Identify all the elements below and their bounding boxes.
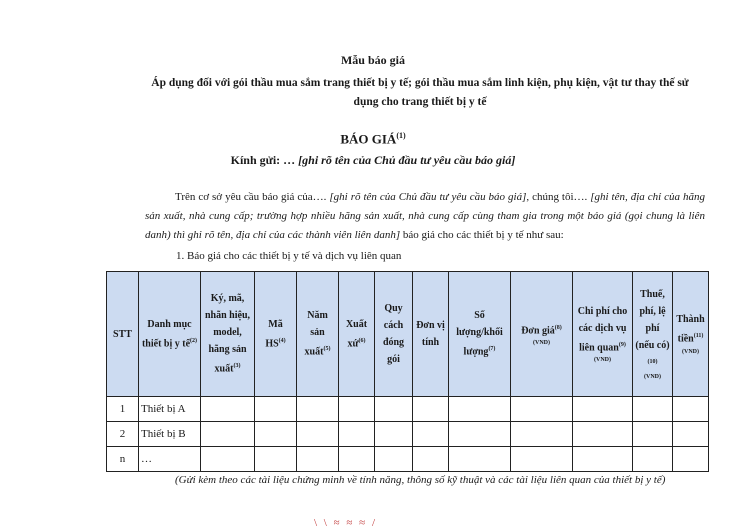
header-hs: Mã HS$^{(4)}$ — [255, 272, 297, 397]
header-origin: Xuất xứ$^{(6)}$ — [339, 272, 375, 397]
intro-italic-1: [ghi rõ tên của Chủ đầu tư yêu cầu báo giá] — [329, 191, 527, 203]
intro-italic-2: [ghi tên, địa chỉ của hãng sản xuất, nhà cung cấp; trường hợp nhiều hãng sản xuất, nhà cung cấp cùng tham gia trong một báo giá (gọi chung là liên danh) thì ghi rõ tên, địa chỉ của các thành viên liên danh] — [145, 191, 705, 241]
table-row — [107, 397, 709, 422]
row-stt: n — [107, 447, 139, 472]
row-item: Thiết bị B — [139, 422, 201, 447]
header-year: Năm sản xuất$^{(5)}$ — [297, 272, 339, 397]
header-total: Thành tiền$^{(11)}$ (VND) — [673, 272, 709, 397]
intro-text-1: Trên cơ sở yêu cầu báo giá của…. — [175, 191, 330, 203]
header-quantity: Số lượng/khối lượng$^{(7)}$ — [449, 272, 511, 397]
stamp-mark: \ \ ≈ ≈ ≈ / — [314, 517, 378, 529]
form-label: Mẫu báo giá — [340, 53, 405, 67]
row-stt: 2 — [107, 422, 139, 447]
row-item: … — [139, 447, 201, 472]
section-heading: 1. Báo giá cho các thiết bị y tế và dịch vụ liên quan — [176, 250, 402, 262]
document-title — [0, 131, 746, 147]
header-item: Danh mục thiết bị y tế$^{(2)}$ — [139, 272, 201, 397]
quote-table — [106, 271, 709, 472]
intro-text-2: , chúng tôi…. — [526, 191, 591, 203]
recipient-label: Kính gửi: … — [230, 153, 296, 167]
row-stt: 1 — [107, 397, 139, 422]
intro-paragraph — [145, 188, 705, 245]
header-packing: Quy cách đóng gói — [375, 272, 413, 397]
intro-text-3: báo giá cho các thiết bị y tế như sau: — [400, 229, 564, 241]
table-row — [107, 447, 709, 472]
header-price: Đơn giá$^{(8)}$ (VND) — [511, 272, 573, 397]
form-scope: Áp dụng đối với gói thầu mua sắm trang thiết bị y tế; gói thầu mua sắm linh kiện, phụ kiện, vật tư thay thế sử dụng cho trang thiết bị y tế — [151, 77, 689, 108]
recipient-placeholder: [ghi rõ tên của Chủ đầu tư yêu cầu báo giá] — [298, 153, 516, 167]
table-header-row — [107, 272, 709, 397]
header-unit: Đơn vị tính — [413, 272, 449, 397]
header-tax: Thuế, phí, lệ phí (nếu có)$^{(10)}$ (VND) — [633, 272, 673, 397]
header-stt: STT — [107, 272, 139, 397]
title-footnote: (1) — [396, 131, 406, 140]
header-service-cost: Chi phí cho các dịch vụ liên quan$^{(9)}$ (VND) — [573, 272, 633, 397]
title-text: BÁO GIÁ — [340, 131, 397, 147]
recipient-line — [0, 153, 746, 168]
row-item: Thiết bị A — [139, 397, 201, 422]
header-brand: Ký, mã, nhãn hiệu, model, hãng sản xuất$^{(3)}$ — [201, 272, 255, 397]
table-row — [107, 422, 709, 447]
attachment-note: (Gửi kèm theo các tài liệu chứng minh về tính năng, thông số kỹ thuật và các tài liệu liên quan của thiết bị y tế) — [175, 474, 666, 486]
